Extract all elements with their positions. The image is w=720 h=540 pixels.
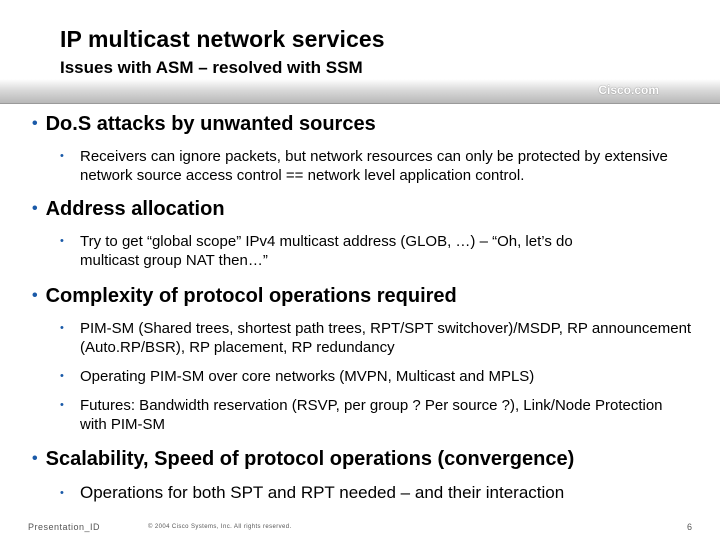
- bullet-text: Scalability, Speed of protocol operations (convergence): [45, 448, 575, 470]
- sub-bullet-icon: •: [60, 235, 64, 247]
- brand-label: Cisco.com: [598, 83, 659, 97]
- sub-bullet-text: Futures: Bandwidth reservation (RSVP, per group ? Per source ?), Link/Node Protection with PIM-SM: [80, 397, 663, 433]
- sub-bullet-icon: •: [60, 322, 64, 334]
- sub-bullet-core-networks: [60, 367, 710, 386]
- bullet-address-allocation: [32, 198, 225, 221]
- bullet-icon: •: [32, 115, 38, 132]
- bullet-icon: •: [32, 200, 38, 217]
- sub-bullet-text: Operating PIM-SM over core networks (MVPN, Multicast and MPLS): [80, 368, 535, 385]
- slide-title: IP multicast network services: [60, 26, 385, 52]
- footer-page-number: 6: [687, 522, 693, 532]
- bullet-text: Address allocation: [45, 198, 225, 220]
- bullet-text: Do.S attacks by unwanted sources: [45, 113, 376, 135]
- bullet-text: Complexity of protocol operations required: [45, 285, 457, 307]
- sub-bullet-text: Receivers can ignore packets, but network resources can only be protected by extensive network source access control == network level application control.: [80, 148, 668, 184]
- sub-bullet-text: PIM-SM (Shared trees, shortest path trees, RPT/SPT switchover)/MSDP, RP announcement (Auto.RP/BSR), RP placement, RP redundancy: [80, 320, 692, 356]
- bullet-scalability: [32, 448, 574, 471]
- sub-bullet-icon: •: [60, 487, 64, 499]
- bullet-icon: •: [32, 450, 38, 467]
- sub-bullet-text: Try to get “global scope” IPv4 multicast address (GLOB, …) – “Oh, let’s do multicast group NAT then…”: [80, 233, 573, 269]
- slide-subtitle: Issues with ASM – resolved with SSM: [60, 58, 363, 77]
- sub-bullet-operations: [60, 483, 710, 503]
- sub-bullet-global-scope: [60, 232, 620, 270]
- bullet-icon: •: [32, 287, 38, 304]
- sub-bullet-icon: •: [60, 370, 64, 382]
- sub-bullet-icon: •: [60, 150, 64, 162]
- sub-bullet-icon: •: [60, 399, 64, 411]
- bullet-complexity: [32, 285, 457, 308]
- sub-bullet-receivers: [60, 147, 710, 185]
- bullet-dos-attacks: [32, 113, 376, 136]
- sub-bullet-text: Operations for both SPT and RPT needed – and their interaction: [80, 483, 565, 502]
- footer-copyright: © 2004 Cisco Systems, Inc. All rights reserved.: [148, 524, 292, 530]
- sub-bullet-pim-sm: [60, 319, 710, 357]
- footer-presentation-id: Presentation_ID: [28, 522, 101, 532]
- sub-bullet-futures: [60, 396, 690, 434]
